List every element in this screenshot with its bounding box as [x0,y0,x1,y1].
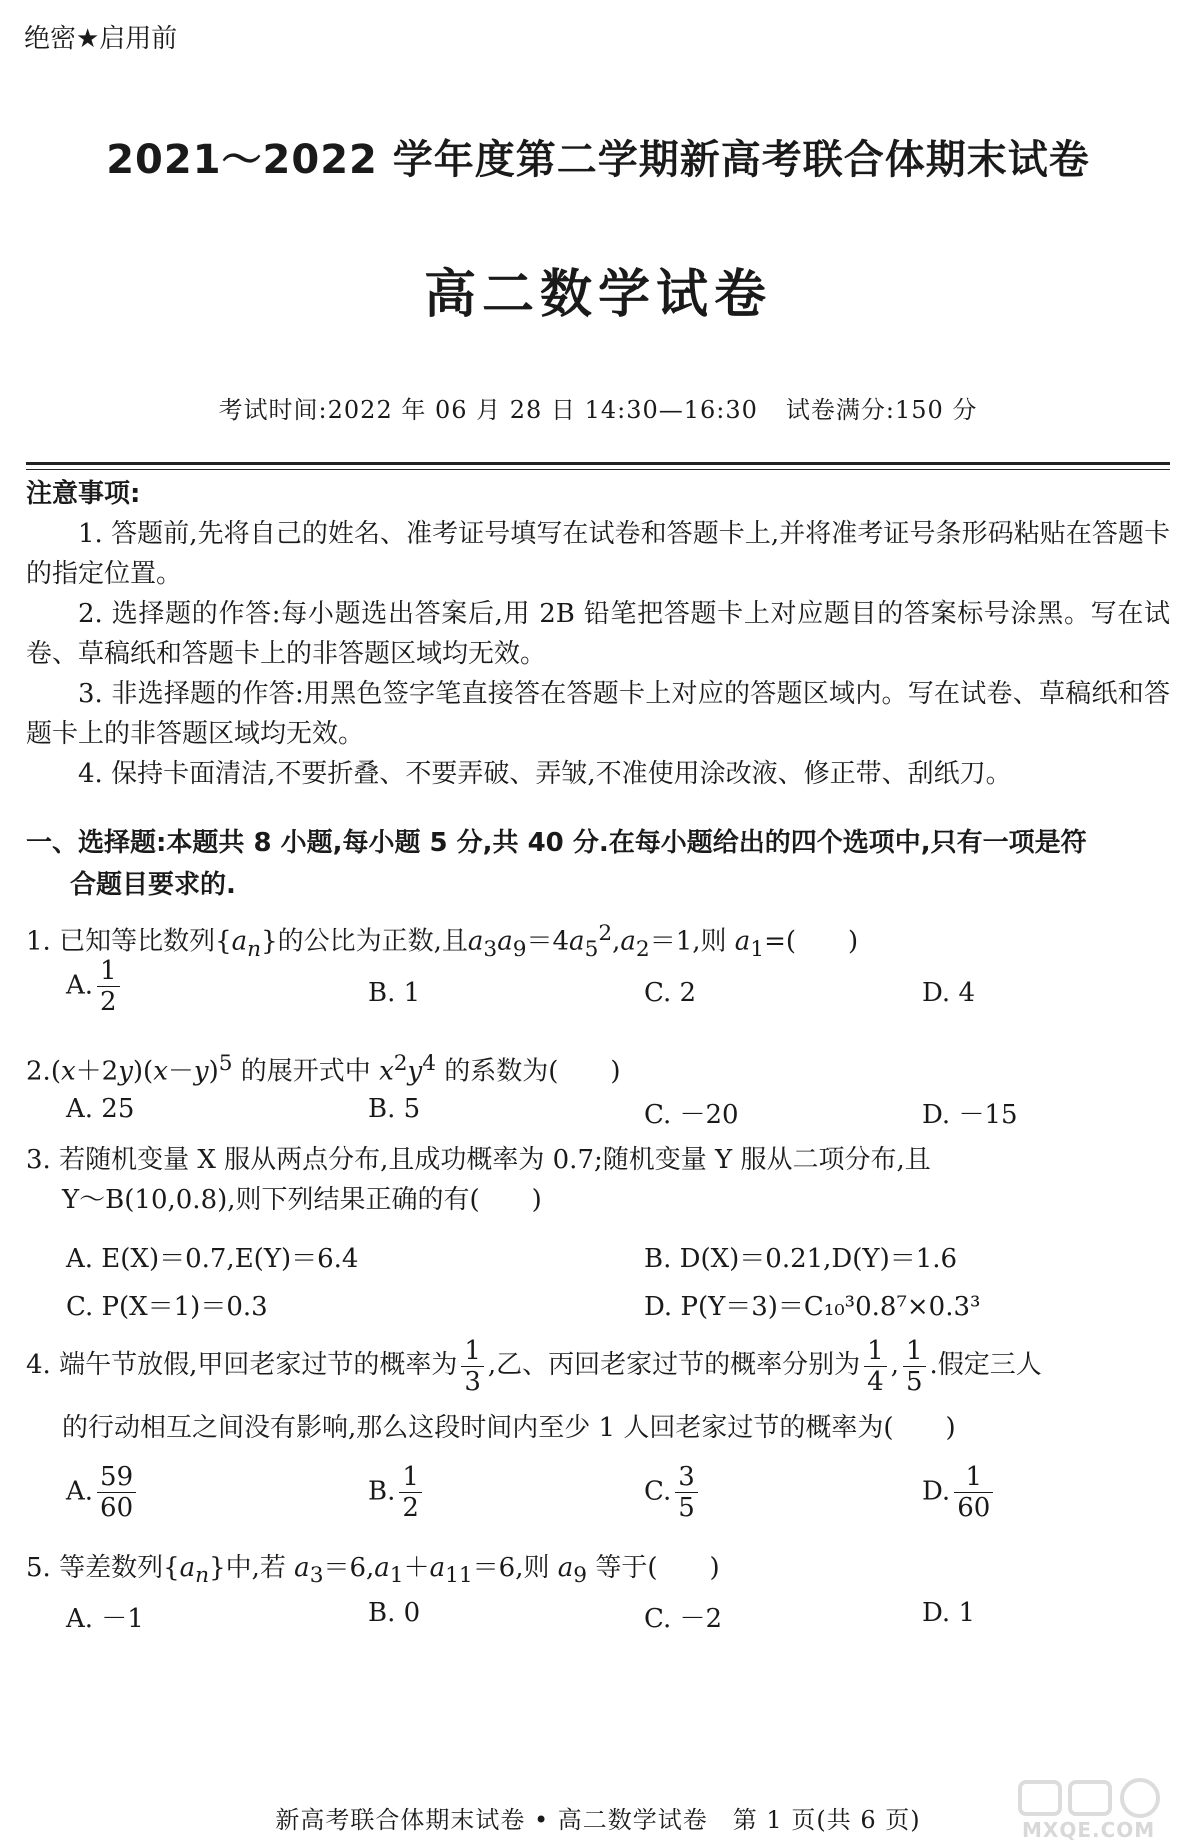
question-1-options [66,956,1166,1017]
divider-thick [26,462,1170,465]
note-item: 3. 非选择题的作答:用黑色签字笔直接答在答题卡上对应的答题区域内。写在试卷、草稿纸和答题卡上的非答题区域均无效。 [26,679,1170,749]
question-5-options [66,1598,1166,1644]
question-4-line1: 4. 端午节放假,甲回老家过节的概率为 $\frac{1}{3}$ ,乙、丙回老家过节的概率分别为 $\frac{1}{4}$ , $\frac{1}{5}$ .假定三人 [26,1335,1042,1397]
question-5-number: 5. 等差数列 [26,1553,164,1583]
option-a: A. 25 [66,1094,135,1124]
fraction: $\frac{1}{4}$ [864,1336,887,1397]
section-heading-line1: 一、选择题:本题共 8 小题,每小题 5 分,共 40 分.在每小题给出的四个选项中,只有一项是符 [26,828,1087,858]
question-1-text: 的公比为正数,且 [277,926,468,957]
option-c: C. 2 [644,978,697,1008]
option-c: C. P(X＝1)＝0.3 [66,1292,268,1322]
question-2-number: 2. [26,1056,51,1087]
watermark-logo-icon [1016,1776,1166,1820]
exam-info [0,390,1196,425]
option-d: D. $\frac{1}{60}$ [922,1462,997,1523]
option-d: D. 4 [922,978,975,1008]
fraction: $\frac{1}{2}$ [97,956,120,1017]
note-item: 2. 选择题的作答:每小题选出答案后,用 2B 铅笔把答题卡上对应题目的答案标号涂黑。写在试卷、草稿纸和答题卡上的非答题区域均无效。 [26,599,1170,669]
option-b: B. D(X)＝0.21,D(Y)＝1.6 [644,1244,958,1274]
question-5-text: 中,若 [225,1553,286,1583]
question-5-text: 等于( ) [595,1553,720,1583]
notes-block [26,474,1170,794]
question-2-options [66,1094,1166,1140]
option-a: A. $\frac{59}{60}$ [66,1462,140,1523]
question-3-line2: Y～B(10,0.8),则下列结果正确的有( ) [62,1185,542,1215]
notes-heading: 注意事项: [26,479,141,509]
question-1-number: 1. 已知等比数列 [26,926,216,957]
option-a: A. $\frac{1}{2}$ [66,956,124,1017]
watermark-url: MXQE.COM [1022,1818,1156,1842]
answer-blank: =( ) [764,926,859,957]
section-heading-line2: 合题目要求的. [70,870,236,900]
option-b: B. 0 [368,1598,421,1628]
question-2-text: 的展开式中 [240,1056,371,1087]
question-4 [26,1334,1170,1459]
fraction: $\frac{1}{5}$ [903,1336,926,1397]
divider-thin [26,469,1170,470]
option-d: D. －15 [922,1100,1018,1130]
section-heading [26,822,1170,906]
question-5: 5. 等差数列$\{a_n\}$中,若 $a_3=6,a_1+a_{11}=6$,则 $a_9$ 等于( ) [26,1553,720,1589]
question-1: 1. 已知等比数列$\{a_n\}$的公比为正数,且$a_3a_9=4a_5^2,a_2=1$,则 $a_1=$( ) [26,921,859,962]
option-b: B. 5 [368,1094,421,1124]
option-a: A. －1 [66,1604,144,1634]
fraction: $\frac{1}{3}$ [461,1336,484,1397]
confidential-label: 绝密★启用前 [24,24,178,54]
option-a: A. E(X)＝0.7,E(Y)＝6.4 [66,1244,359,1274]
question-1-text: ,则 [692,926,727,957]
question-2: $2.(x+2y)(x-y)^5$ 的展开式中 $x^2y^4$ 的系数为( ) [26,1051,621,1087]
question-3 [26,1140,1170,1220]
question-5-text: ,则 [515,1553,550,1583]
question-3-line1: 3. 若随机变量 X 服从两点分布,且成功概率为 0.7;随机变量 Y 服从二项分布,且 [26,1145,931,1175]
option-d: D. P(Y＝3)＝C₁₀³0.8⁷×0.3³ [644,1292,981,1322]
full-score: 试卷满分:150 分 [785,396,978,424]
exam-time: 考试时间:2022 年 06 月 28 日 14:30—16:30 [218,396,758,424]
question-4-options [66,1462,1166,1532]
option-c: C. $\frac{3}{5}$ [644,1462,702,1523]
question-2-text: 的系数为( ) [444,1056,621,1087]
question-4-line2: 的行动相互之间没有影响,那么这段时间内至少 1 人回老家过节的概率为( ) [62,1412,956,1443]
note-item: 4. 保持卡面清洁,不要折叠、不要弄破、弄皱,不准使用涂改液、修正带、刮纸刀。 [78,759,1012,789]
option-b: B. 1 [368,978,421,1008]
question-3-options-row2 [66,1286,1166,1332]
note-item: 1. 答题前,先将自己的姓名、准考证号填写在试卷和答题卡上,并将准考证号条形码粘贴在答题卡的指定位置。 [26,519,1170,589]
option-c: C. －2 [644,1604,723,1634]
option-b: B. $\frac{1}{2}$ [368,1462,426,1523]
exam-title: 2021～2022 学年度第二学期新高考联合体期末试卷 [106,137,1090,183]
subject-title: 高二数学试卷 [423,265,772,325]
option-d: D. 1 [922,1598,975,1628]
option-c: C. －20 [644,1100,739,1130]
page-footer: 新高考联合体期末试卷 • 高二数学试卷 第 1 页(共 6 页) [275,1806,921,1834]
question-3-options-row1 [66,1238,1166,1284]
